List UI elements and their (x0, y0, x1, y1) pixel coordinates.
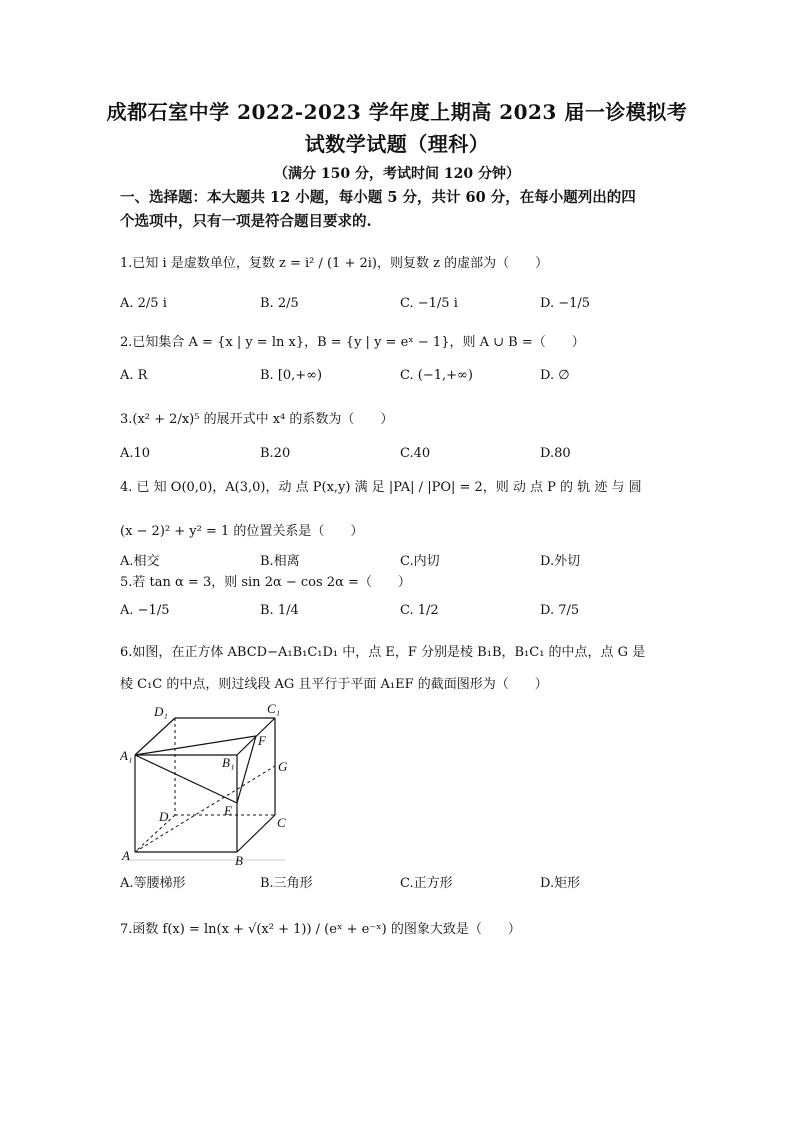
q4-option-c: C.内切 (400, 554, 440, 569)
question-4-options (120, 550, 680, 574)
q5-option-a: A. −1/5 (120, 603, 170, 618)
q1-option-d: D. −1/5 (540, 296, 591, 311)
label-f: F (258, 733, 266, 748)
question-2-stem: 2.已知集合 A = {x | y = ln x}，B = {y | y = eˣ − 1}，则 A ∪ B =（ ） (120, 335, 585, 350)
label-d1: D₁ (154, 704, 168, 719)
q6-option-c: C.正方形 (400, 876, 453, 891)
q6-option-d: D.矩形 (540, 876, 581, 891)
q2-option-a: A. R (120, 368, 148, 383)
label-c1: C₁ (267, 701, 281, 716)
question-6-options (120, 872, 680, 896)
q1-option-a: A. 2/5 i (120, 296, 167, 311)
section-heading-line2: 个选项中，只有一项是符合题目要求的. (120, 213, 372, 230)
q3-option-b: B.20 (260, 446, 291, 461)
q4-option-d: D.外切 (540, 554, 581, 569)
q2-option-d: D. ∅ (540, 368, 570, 383)
q2-option-c: C. (−1,+∞) (400, 368, 473, 383)
q5-option-b: B. 1/4 (260, 603, 299, 618)
q5-option-d: D. 7/5 (540, 603, 580, 618)
label-b1: B₁ (222, 755, 235, 770)
q3-option-a: A.10 (120, 446, 151, 461)
question-5-stem: 5.若 tan α = 3，则 sin 2α − cos 2α =（ ） (120, 575, 411, 590)
cube-figure (120, 700, 300, 870)
q4-option-b: B.相离 (260, 554, 300, 569)
exam-title-line2: 试数学试题（理科） (304, 132, 490, 156)
section-heading-line1: 一、选择题：本大题共 12 小题，每小题 5 分，共计 60 分，在每小题列出的四 (120, 189, 636, 206)
label-d: D (159, 809, 169, 824)
q3-option-c: C.40 (400, 446, 431, 461)
q6-option-a: A.等腰梯形 (120, 876, 186, 891)
label-b: B (235, 853, 243, 868)
q6-option-b: B.三角形 (260, 876, 313, 891)
label-e: E (224, 803, 232, 818)
q4-option-a: A.相交 (120, 554, 160, 569)
q1-option-b: B. 2/5 (260, 296, 299, 311)
q5-option-c: C. 1/2 (400, 603, 439, 618)
label-c: C (277, 815, 286, 830)
question-3-stem: 3.(x² + 2/x)⁵ 的展开式中 x⁴ 的系数为（ ） (120, 412, 394, 427)
question-1-options (120, 296, 680, 320)
question-6-stem-line1: 6.如图，在正方体 ABCD−A₁B₁C₁D₁ 中，点 E，F 分别是棱 B₁B，B₁C₁ 的中点，点 G 是 (120, 645, 646, 660)
q2-option-b: B. [0,+∞) (260, 368, 323, 383)
question-1-stem: 1.已知 i 是虚数单位，复数 z = i² / (1 + 2i)，则复数 z 的虚部为（ ） (120, 256, 549, 271)
q3-option-d: D.80 (540, 446, 571, 461)
question-3-options (120, 446, 680, 470)
question-4-stem-line1: 4. 已 知 O(0,0)，A(3,0)，动 点 P(x,y) 满 足 |PA| / |PO| = 2，则 动 点 P 的 轨 迹 与 圆 (120, 480, 642, 495)
question-2-options (120, 368, 680, 392)
exam-title-line1: 成都石室中学 2022-2023 学年度上期高 2023 届一诊模拟考 (106, 100, 688, 124)
exam-subtitle: （满分 150 分，考试时间 120 分钟） (274, 166, 520, 182)
question-7-stem: 7.函数 f(x) = ln(x + √(x² + 1)) / (eˣ + e⁻ˣ) 的图象大致是（ ） (120, 922, 521, 937)
question-4-stem-line2: (x − 2)² + y² = 1 的位置关系是（ ） (120, 524, 364, 539)
q1-option-c: C. −1/5 i (400, 296, 458, 311)
label-a1: A₁ (120, 748, 133, 763)
question-5-options (120, 603, 680, 627)
label-a: A (122, 848, 130, 863)
label-g: G (278, 759, 288, 774)
question-6-stem-line2: 棱 C₁C 的中点，则过线段 AG 且平行于平面 A₁EF 的截面图形为（ ） (120, 677, 548, 692)
